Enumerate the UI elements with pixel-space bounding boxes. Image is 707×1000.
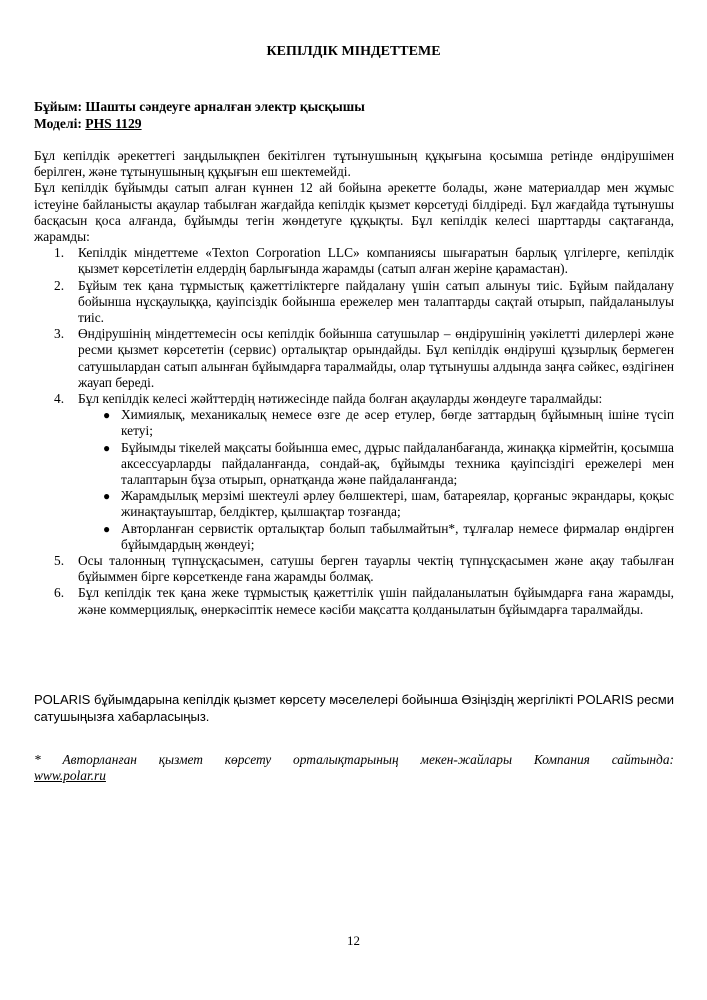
- exclusion-text: Жарамдылық мерзімі шектеулі әрлеу бөлшектері, шам, батареялар, қорғаныс экрандары, қоқыс жинақтауыштар, белдіктер, қылшақтар тозғанда;: [121, 488, 674, 520]
- exclusion-item: [78, 488, 674, 520]
- condition-text: Бұл кепілдік келесі жәйттердің нәтижесінде пайда болған ақауларды жөндеуге таралмайды:: [78, 391, 603, 407]
- condition-item: [34, 391, 674, 553]
- condition-number: 1.: [54, 245, 65, 261]
- product-label: Бұйым: Шашты сәндеуге арналған электр қысқышы: [34, 99, 365, 114]
- condition-number: 3.: [54, 326, 65, 342]
- condition-item: [34, 278, 674, 327]
- model-value: PHS 1129: [85, 115, 142, 131]
- condition-text: Өндірушінің міндеттемесін осы кепілдік бойынша сатушылар – өндірушінің уәкілетті дилерлері және ресми қызмет көрсететін (сервис) орталықтар орындайды. Бұл кепілдік өндіруші құзырлық бермеген сатушылардан сатып алынған бұйымдарға таралмайды, олар тұтынушы алдында заңға сәйкес, өздігінен жауап береді.: [78, 326, 674, 390]
- condition-text: Бұйым тек қана тұрмыстық қажеттіліктерге пайдалану үшін сатып алынуы тиіс. Бұйым пайдалану бойынша нұсқаулыққа, қауіпсіздік бойынша ережелер мен талаптарды сақтай отырып, пайдаланылуы тиіс.: [78, 277, 674, 326]
- condition-number: 5.: [54, 553, 65, 569]
- exclusion-item: [78, 407, 674, 439]
- contact-paragraph: POLARIS бұйымдарына кепілдік қызмет көрсету мәселелері бойынша Өзіңіздің жергілікті POLARIS ресми сатушыңызға хабарласыңыз.: [34, 692, 674, 724]
- condition-item: [34, 245, 674, 277]
- bullet-icon: ●: [103, 440, 111, 455]
- condition-text: Бұл кепілдік тек қана жеке тұрмыстық қажеттілік үшін пайдаланылатын бұйымдарға ғана жарамды, және коммерциялық, өнеркәсіптік немесе кәсіби мақсатта қолданылатын бұйымдарға таралмайды.: [78, 585, 674, 617]
- bullet-icon: ●: [103, 408, 111, 423]
- conditions-list: [34, 245, 674, 618]
- condition-text: Кепілдік міндеттеме «Texton Corporation LLC» компаниясы шығаратын барлық үлгілерге, кепілдік қызмет көрсетілетін елдердің барлығында жарамды (сатып алған жеріне қарамастан).: [78, 245, 674, 277]
- intro-paragraph-1: Бұл кепілдік әрекеттегі заңдылықпен бекітілген тұтынушының құқығына қосымша ретінде өндірушімен берілген, және тұтынушының құқығын еш шектемейді.: [34, 148, 674, 180]
- bullet-icon: ●: [103, 521, 111, 536]
- model-prefix: Моделі:: [34, 115, 86, 131]
- condition-number: 6.: [54, 585, 65, 601]
- exclusion-text: Авторланған сервистік орталықтар болып табылмайтын*, тұлғалар немесе фирмалар өндірген бұйымдардың жөндеуі;: [121, 520, 674, 552]
- condition-item: [34, 585, 674, 617]
- product-block: [34, 99, 365, 132]
- footnote-link[interactable]: www.polar.ru: [34, 768, 106, 783]
- warranty-body: [34, 148, 674, 618]
- exclusion-item: [78, 521, 674, 553]
- exclusion-text: Химиялық, механикалық немесе өзге де әсер етулер, бөгде заттардың бұйымның ішіне түсіп кетуі;: [121, 407, 674, 439]
- exclusion-item: [78, 440, 674, 489]
- condition-number: 2.: [54, 277, 65, 293]
- condition-item: [34, 326, 674, 391]
- exclusion-text: Бұйымды тікелей мақсаты бойынша емес, дұрыс пайдаланбағанда, жинаққа кірмейтін, қосымша аксессуарларды пайдаланғанда, сондай-ақ, бұйымды техника қауіпсіздігі ережелері мен талаптарын бұза отырып, орнатқанда және пайдаланғанда;: [121, 439, 674, 488]
- page-number: 12: [347, 933, 360, 948]
- model-line: [34, 116, 365, 133]
- footnote: * Авторланған қызмет көрсету орталықтарының мекен-жайлары Компания сайтында:: [34, 752, 674, 767]
- condition-number: 4.: [54, 391, 65, 407]
- intro-paragraph-2: Бұл кепілдік бұйымды сатып алған күннен 12 ай бойына әрекетте болады, және материалдар мен жұмыс істеуіне байланысты ақаулар табылған жағдайда кепілдік қызмет көрсетуді білдіреді. Бұл жағдайда тұтынушы басқасын қоса алғанда, бұйымды тегін жөндетуге құқықты. Бұл кепілдік келесі шарттарды сақтағанда, жарамды:: [34, 180, 674, 245]
- exclusions-list: [78, 407, 674, 553]
- document-title: КЕПІЛДІК МІНДЕТТЕМЕ: [266, 44, 441, 59]
- condition-text: Осы талонның түпнұсқасымен, сатушы берген тауарлы чектің түпнұсқасымен және ақау табылған бұйыммен бірге көрсеткенде ғана жарамды болмақ.: [78, 553, 674, 585]
- bullet-icon: ●: [103, 489, 111, 504]
- condition-item: [34, 553, 674, 585]
